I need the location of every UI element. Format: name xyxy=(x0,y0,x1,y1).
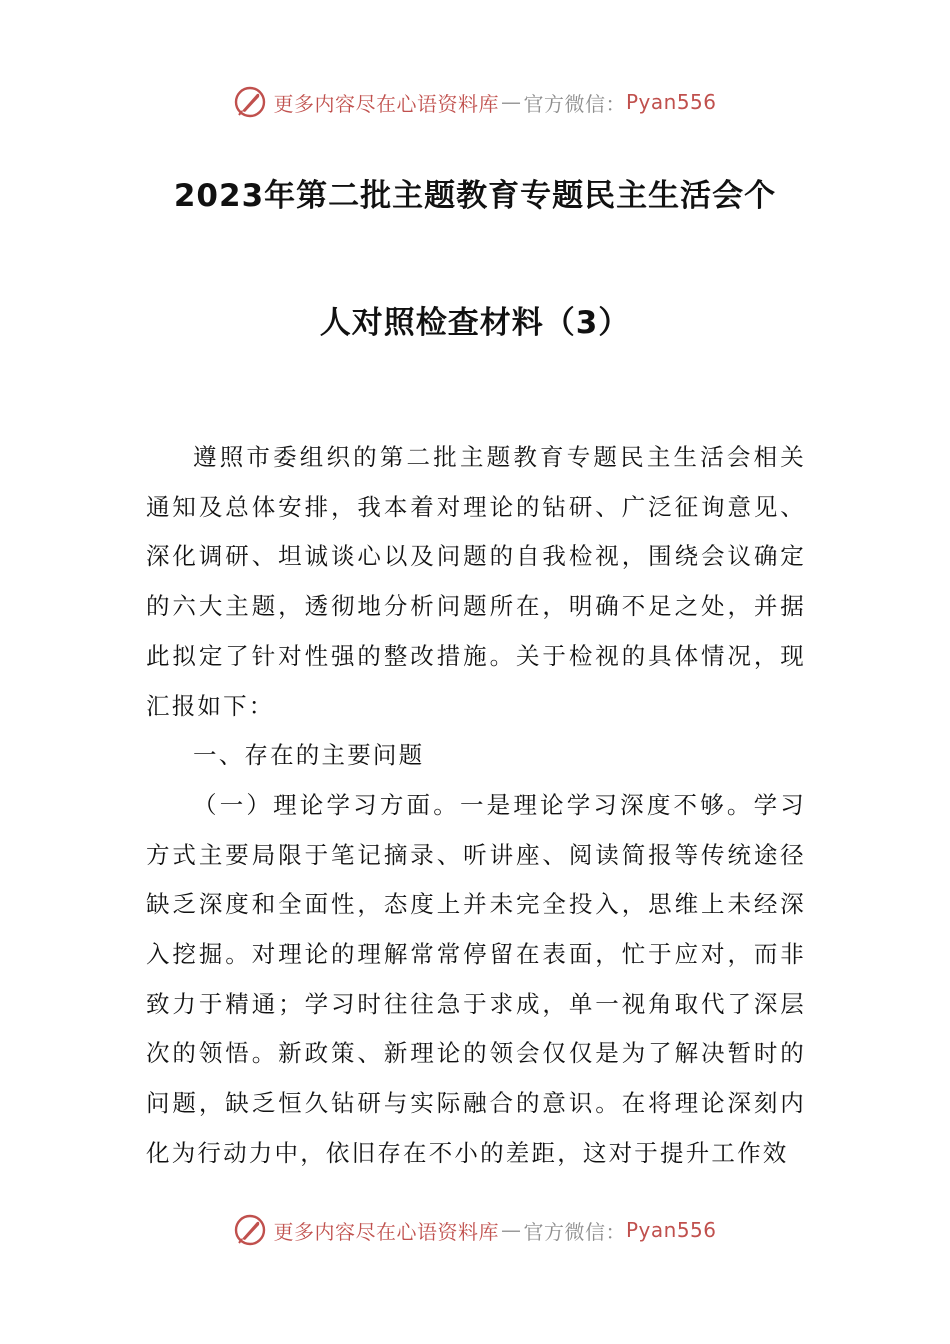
document-title-line-2: 人对照检查材料（3） xyxy=(319,305,631,341)
watermark-dash: — xyxy=(500,90,522,114)
watermark-id: Pyan556 xyxy=(625,1218,717,1242)
watermark-id: Pyan556 xyxy=(625,90,717,114)
document-title-line-1: 2023年第二批主题教育专题民主生活会个 xyxy=(173,178,777,214)
quill-pen-icon xyxy=(233,85,267,119)
intro-paragraph: 遵照市委组织的第二批主题教育专题民主生活会相关通知及总体安排，我本着对理论的钻研、广泛征询意见、深化调研、坦诚谈心以及问题的自我检视，围绕会议确定的六大主题，透彻地分析问题所在，明确不足之处，并据此拟定了针对性强的整改措施。关于检视的具体情况，现汇报如下： xyxy=(146,443,806,720)
watermark-footer xyxy=(0,1210,950,1250)
section-heading: 一、存在的主要问题 xyxy=(193,741,425,770)
document-body xyxy=(146,433,806,1179)
watermark-dash: — xyxy=(500,1218,522,1242)
watermark-label: 官方微信： xyxy=(523,1219,626,1244)
theory-study-paragraph: （一）理论学习方面。一是理论学习深度不够。学习方式主要局限于笔记摘录、听讲座、阅读简报等传统途径缺乏深度和全面性，态度上并未完全投入，思维上未经深入挖掘。对理论的理解常常停留在表面，忙于应对，而非致力于精通；学习时往往急于求成，单一视角取代了深层次的领悟。新政策、新理论的领会仅仅是为了解决暂时的问题，缺乏恒久钻研与实际融合的意识。在将理论深刻内化为行动力中，依旧存在不小的差距，这对于提升工作效 xyxy=(146,790,806,1167)
watermark-header xyxy=(0,82,950,122)
watermark-text: 更多内容尽在心语资料库 xyxy=(273,1219,499,1244)
watermark-label: 官方微信： xyxy=(523,91,626,116)
quill-pen-icon xyxy=(233,1213,267,1247)
watermark-text: 更多内容尽在心语资料库 xyxy=(273,91,499,116)
